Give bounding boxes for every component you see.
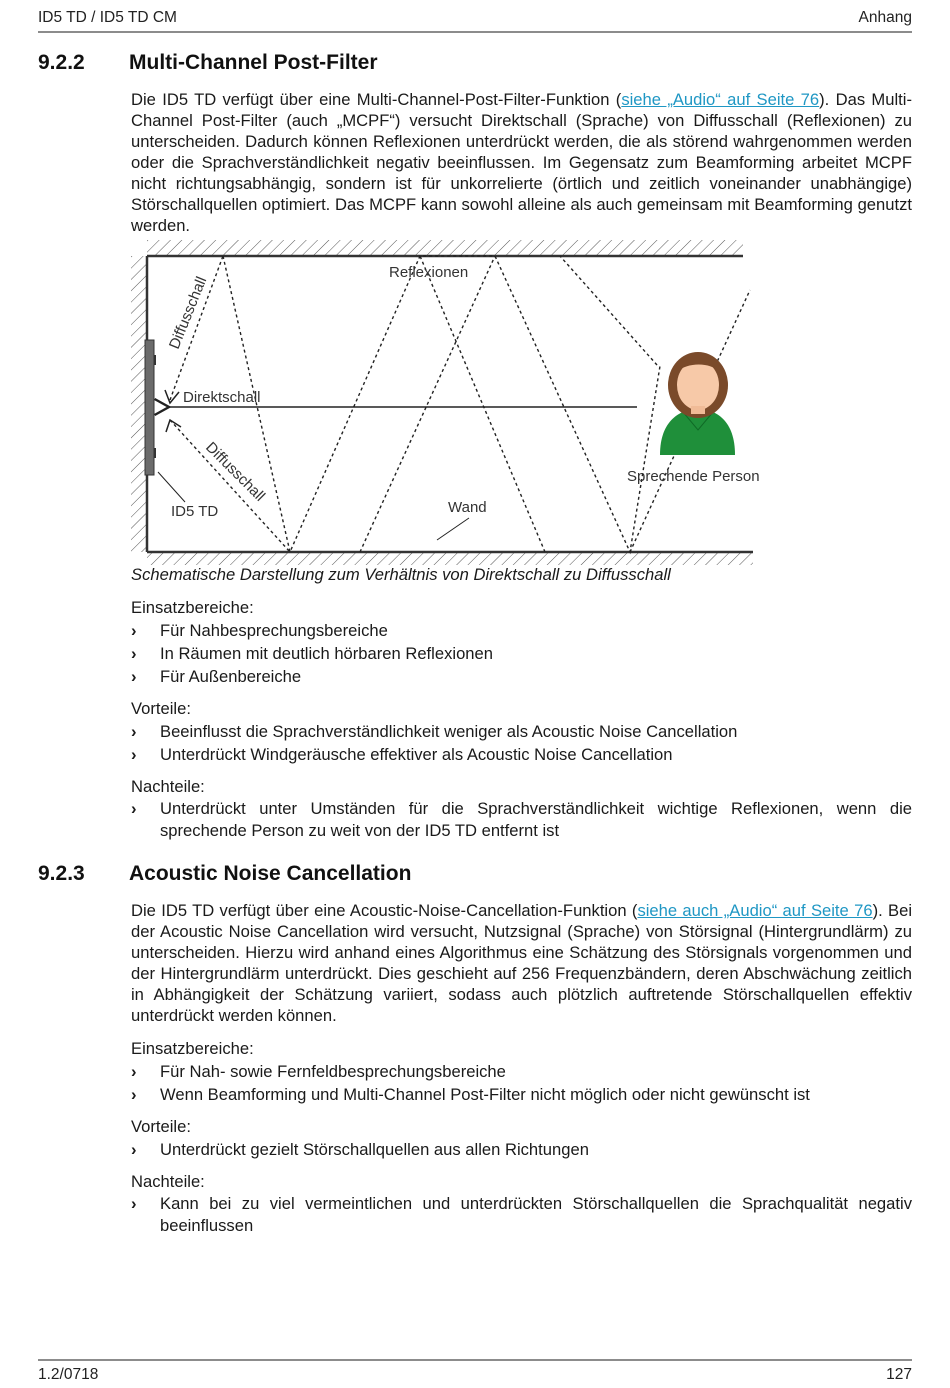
- cons-list: [131, 798, 912, 842]
- speaking-person-icon: [660, 352, 735, 455]
- label-reflexionen: Reflexionen: [389, 264, 469, 281]
- label-wand: Wand: [448, 499, 487, 516]
- document-version: 1.2/0718: [38, 1366, 99, 1383]
- pros-list: [131, 1138, 912, 1161]
- cons-list: [131, 1193, 912, 1237]
- intro-text-start: Die ID5 TD verfügt über eine Acoustic-Noise-Cancellation-Funktion (: [131, 901, 638, 920]
- anc-cons: [131, 1170, 912, 1237]
- mcpf-pros: [131, 697, 912, 766]
- anc-pros: [131, 1115, 912, 1161]
- list-item: › Wenn Beamforming und Multi-Channel Post-Filter nicht möglich oder nicht gewünscht ist: [131, 1085, 810, 1104]
- list-item: › Unterdrückt Windgeräusche effektiver als Acoustic Noise Cancellation: [131, 745, 673, 764]
- list-item: › Kann bei zu viel vermeintlichen und unterdrückten Störschallquellen die Sprachqualität negativ beeinflussen: [131, 1194, 912, 1235]
- anc-uses: [131, 1037, 912, 1106]
- page-number: 127: [886, 1366, 912, 1383]
- anc-intro-paragraph: [131, 900, 912, 1026]
- label-diffusschall-top: Diffusschall: [165, 274, 211, 352]
- list-item: › In Räumen mit deutlich hörbaren Reflexionen: [131, 644, 493, 663]
- audio-page-link[interactable]: siehe „Audio“ auf Seite 76: [621, 90, 820, 109]
- header-rule: [38, 31, 912, 33]
- intro-text-start: Die ID5 TD verfügt über eine Multi-Channel-Post-Filter-Funktion (: [131, 90, 622, 109]
- label-direktschall: Direktschall: [183, 389, 261, 406]
- footer-rule: [38, 1359, 912, 1361]
- section-title: Acoustic Noise Cancellation: [129, 862, 412, 885]
- section-heading-anc: [38, 862, 411, 886]
- id5-device-icon: [145, 340, 154, 475]
- section-heading-mcpf: [38, 51, 378, 75]
- label-diffusschall-bottom: Diffusschall: [202, 438, 269, 505]
- section-number: 9.2.3: [38, 862, 85, 885]
- section-number: 9.2.2: [38, 51, 85, 74]
- cons-label: Nachteile:: [131, 1172, 205, 1191]
- list-item: › Für Nahbesprechungsbereiche: [131, 621, 388, 640]
- running-header-left: ID5 TD / ID5 TD CM: [38, 9, 177, 26]
- pros-list: [131, 720, 912, 766]
- list-item: › Beeinflusst die Sprachverständlichkeit weniger als Acoustic Noise Cancellation: [131, 722, 738, 741]
- uses-list: [131, 1060, 912, 1106]
- wall-bottom: [147, 552, 753, 565]
- list-item: › Für Außenbereiche: [131, 667, 302, 686]
- label-device: ID5 TD: [171, 503, 219, 520]
- mcpf-uses: [131, 596, 912, 688]
- section-title: Multi-Channel Post-Filter: [129, 51, 378, 74]
- list-item: › Für Nah- sowie Fernfeldbesprechungsbereiche: [131, 1062, 506, 1081]
- list-item: › Unterdrückt unter Umständen für die Sprachverständlichkeit wichtige Reflexionen, wenn die sprechende Person zu weit von der ID5 TD entfernt ist: [131, 799, 912, 840]
- intro-text-rest: ). Bei der Acoustic Noise Cancellation wird versucht, Nutzsignal (Sprache) von Störsignal (Hintergrundlärm) zu unterscheiden. Hierzu wird anhand eines Algorithmus eine Schätzung des Störsignals vorgenommen und der Hintergrundlärm unterdrückt. Dies geschieht auf 256 Frequenzbändern, deren Abschwächung zeitlich in Abhängigkeit der Schätzung variiert, sodass auch plötzlich auftretende Störschallquellen effektiv unterdrückt werden können.: [131, 901, 913, 1025]
- pros-label: Vorteile:: [131, 699, 191, 718]
- uses-label: Einsatzbereiche:: [131, 598, 254, 617]
- cons-label: Nachteile:: [131, 777, 205, 796]
- wall-top: [147, 240, 743, 256]
- label-sprechende-person: Sprechende Person: [627, 468, 760, 485]
- diffuse-arrowhead-top-icon: [165, 390, 179, 403]
- intro-text-rest: ). Das Multi-Channel Post-Filter (auch „MCPF“) versucht Direktschall (Sprache) von Diffusschall (Reflexionen) zu unterscheiden. Dadurch können Reflexionen unterdrückt werden, die als störend wahrgenommen werden oder die Sprachverständlichkeit negativ beeinflussen. Im Gegensatz zum Beamforming arbeitet MCPF nicht richtungsabhängig, sondern ist für unkorrelierte (örtlich und zeitlich voneinander unabhängige) Störschallquellen optimiert. Das MCPF kann sowohl alleine als auch gemeinsam mit Beamforming genutzt werden.: [131, 90, 912, 235]
- list-item: › Unterdrückt gezielt Störschallquellen aus allen Richtungen: [131, 1140, 589, 1159]
- uses-label: Einsatzbereiche:: [131, 1039, 254, 1058]
- mcpf-cons: [131, 775, 912, 842]
- audio-page-link[interactable]: siehe auch „Audio“ auf Seite 76: [637, 901, 873, 920]
- running-header-right: Anhang: [858, 9, 912, 26]
- diagram-caption: Schematische Darstellung zum Verhältnis von Direktschall zu Diffusschall: [131, 565, 671, 584]
- pros-label: Vorteile:: [131, 1117, 191, 1136]
- uses-list: [131, 619, 912, 688]
- mcpf-intro-paragraph: [131, 89, 912, 236]
- reflection-diagram: [125, 240, 765, 565]
